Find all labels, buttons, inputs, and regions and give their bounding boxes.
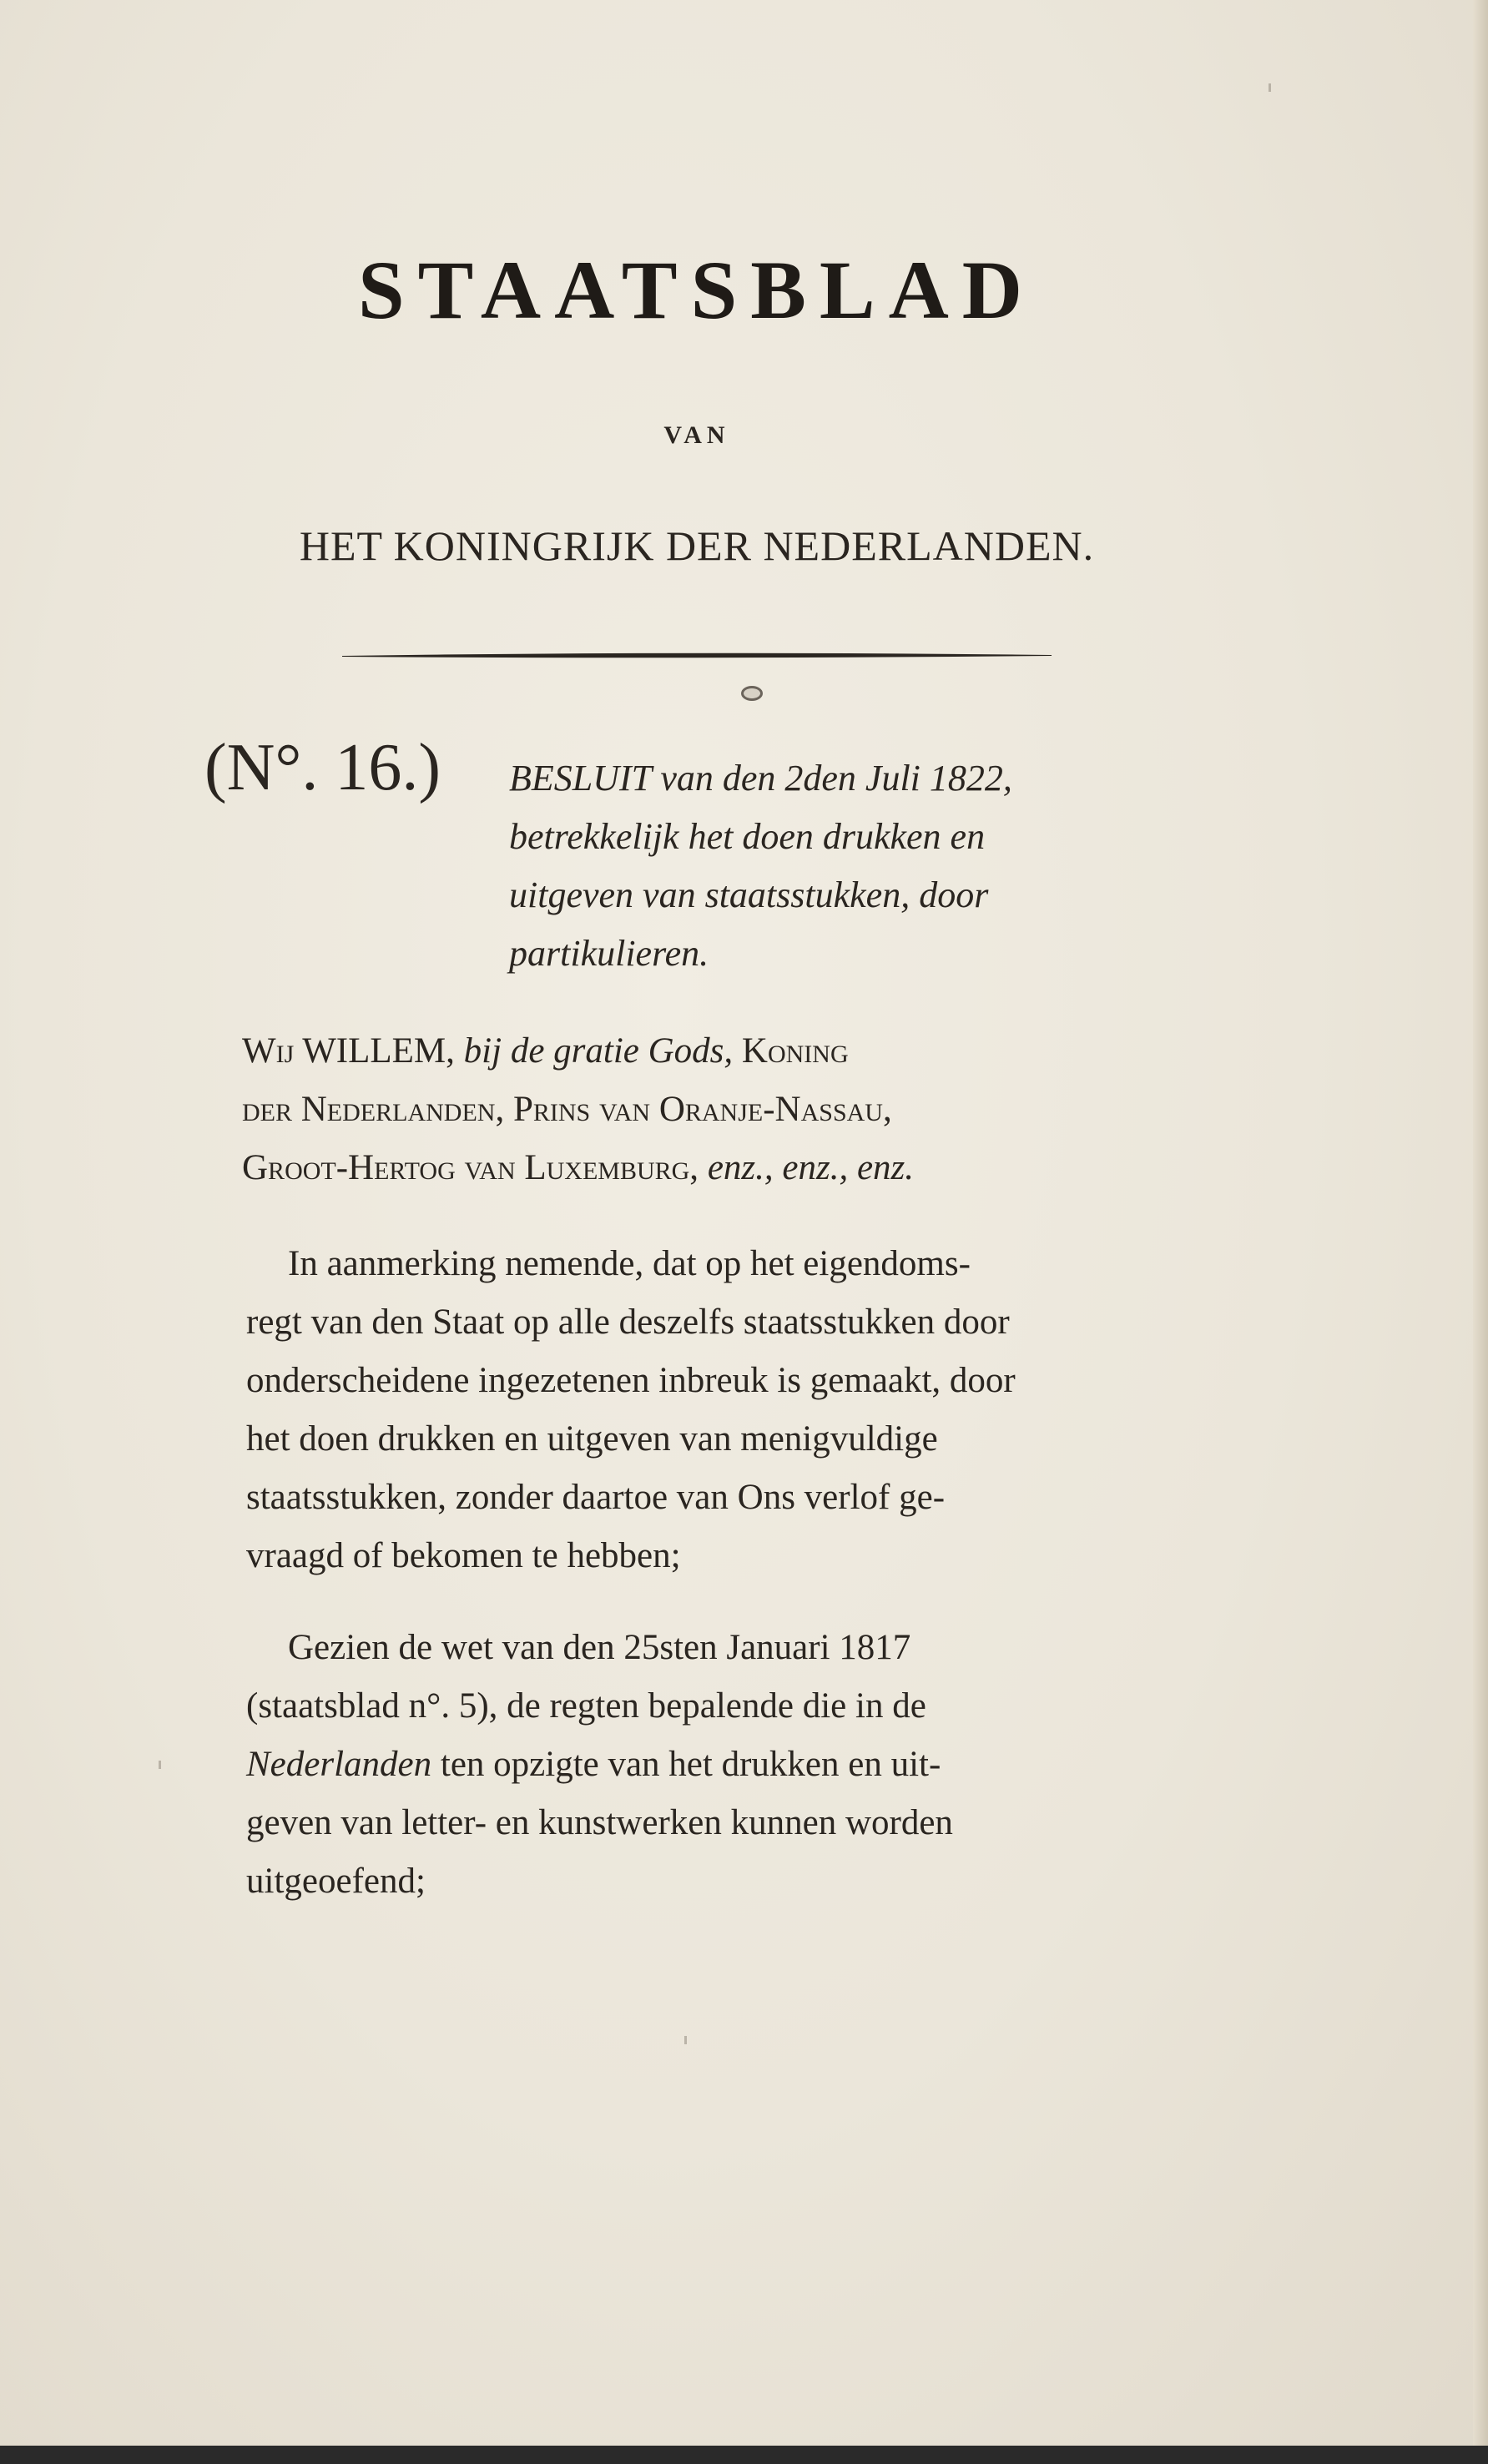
- decree-summary-line: BESLUIT van den 2den Juli 1822,: [509, 758, 1012, 799]
- paragraph-line: het doen drukken en uitgeven van menigvuldige: [246, 1419, 938, 1459]
- page-edge-bottom: [0, 2446, 1488, 2464]
- paper-speck: [1269, 83, 1271, 92]
- paper-speck: [684, 2036, 687, 2044]
- paragraph-considering: [246, 1235, 1198, 1585]
- page-title: STAATSBLAD: [357, 244, 1037, 336]
- paragraph-line: (staatsblad n°. 5), de regten bepalende die in de: [246, 1686, 926, 1726]
- page-edge-right: [1473, 0, 1488, 2464]
- royal-grand-duke: Groot-Hertog van Luxemburg,: [242, 1148, 699, 1187]
- royal-title: Koning: [741, 1031, 849, 1071]
- royal-intro: [242, 1022, 1210, 1197]
- paragraph-line: regt van den Staat op alle deszelfs staatsstukken door: [246, 1303, 1010, 1342]
- paper-speck: [159, 1761, 161, 1769]
- decorative-rule: [342, 651, 1052, 659]
- kingdom-heading: HET KONINGRIJK DER NEDERLANDEN.: [299, 522, 1095, 569]
- paragraph-line: [246, 1736, 1198, 1794]
- decree-summary-line: uitgeven van staatsstukken, door: [509, 874, 989, 915]
- decree-summary: [509, 749, 1193, 983]
- paragraph-line: vraagd of bekomen te hebben;: [246, 1536, 681, 1575]
- paragraph-line: In aanmerking nemende, dat op het eigendoms-: [288, 1244, 971, 1283]
- paragraph-line: onderscheidene ingezetenen inbreuk is gemaakt, door: [246, 1361, 1016, 1400]
- royal-grace: bij de gratie Gods,: [463, 1031, 734, 1071]
- ornament-circle-icon: [741, 686, 763, 701]
- paragraph-law-reference: [246, 1619, 1198, 1911]
- paragraph-line: uitgeoefend;: [246, 1862, 426, 1901]
- paragraph-line: staatsstukken, zonder daartoe van Ons verlof ge-: [246, 1478, 946, 1517]
- decree-number: (N°. 16.): [204, 731, 441, 804]
- decree-summary-line: partikulieren.: [509, 933, 709, 974]
- royal-etc: enz., enz., enz.: [707, 1148, 915, 1187]
- paragraph-line-rest: ten opzigte van het drukken en uit-: [431, 1745, 941, 1784]
- royal-name: Wij WILLEM,: [242, 1031, 455, 1071]
- decree-summary-line: betrekkelijk het doen drukken en: [509, 816, 986, 857]
- royal-intro-line-1: [242, 1022, 1210, 1081]
- paragraph-line: Gezien de wet van den 25sten Januari 1817: [288, 1628, 911, 1667]
- italic-place-name: Nederlanden: [246, 1745, 432, 1784]
- paragraph-line: geven van letter- en kunstwerken kunnen worden: [246, 1803, 953, 1842]
- subtitle-van: VAN: [663, 421, 730, 449]
- royal-intro-line-2: der Nederlanden, Prins van Oranje-Nassau,: [242, 1090, 892, 1129]
- royal-intro-line-3: [242, 1139, 1210, 1197]
